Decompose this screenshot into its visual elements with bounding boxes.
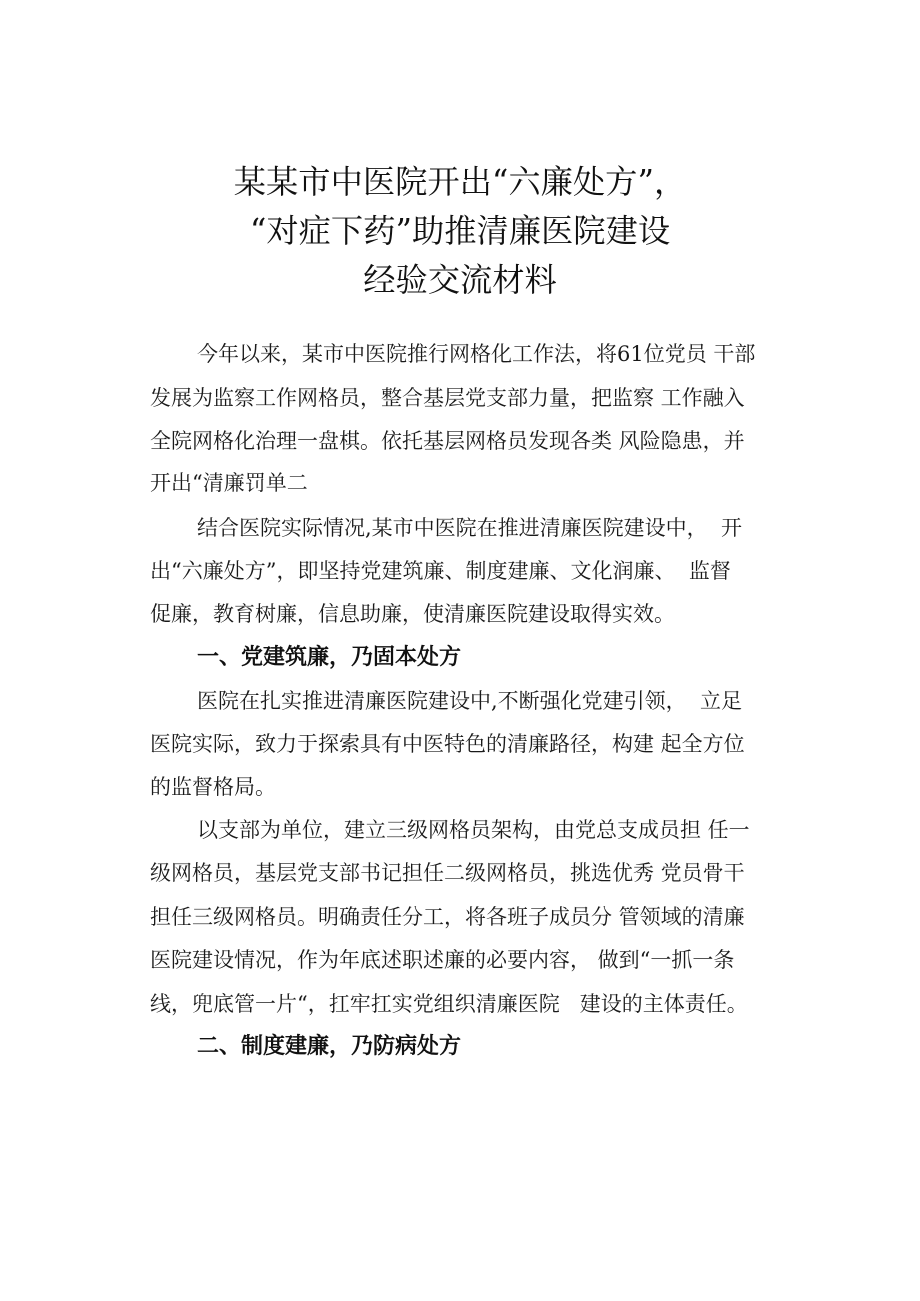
paragraph-4-line-3: 担任三级网格员。明确责任分工，将各班子成员分 管领域的清廉 — [150, 905, 745, 929]
paragraph-1-line-4: 开出“清廉罚单二 — [150, 471, 308, 495]
paragraph-2-line-1: 结合医院实际情况,某市中医院在推进清廉医院建设中， 开 — [197, 516, 743, 540]
title-line-2: “对症下药”助推清廉医院建设 — [249, 212, 671, 250]
paragraph-3-line-3: 的监督格局。 — [150, 775, 276, 799]
paragraph-4-line-2: 级网格员，基层党支部书记担任二级网格员，挑选优秀 党员骨干 — [150, 861, 745, 885]
title-line-1: 某某市中医院开出“六廉处方”， — [233, 163, 687, 201]
paragraph-1-line-1: 今年以来，某市中医院推行网格化工作法，将61位党员 干部 — [197, 342, 756, 366]
document-title — [0, 158, 920, 305]
section-heading-1: 一、党建筑廉，乃固本处方 — [197, 645, 462, 670]
paragraph-3-line-2: 医院实际，致力于探索具有中医特色的清廉路径，构建 起全方位 — [150, 732, 745, 756]
paragraph-4-line-5: 线，兜底管一片“，扛牢扛实党组织清廉医院 建设的主体责任。 — [150, 992, 748, 1016]
paragraph-1-line-3: 全院网格化治理一盘棋。依托基层网格员发现各类 风险隐患，并 — [150, 429, 745, 453]
title-line-3: 经验交流材料 — [363, 261, 557, 299]
paragraph-3-line-1: 医院在扎实推进清廉医院建设中,不断强化党建引领， 立足 — [197, 689, 743, 713]
paragraph-2-line-3: 促廉，教育树廉，信息助廉，使清廉医院建设取得实效。 — [150, 602, 675, 626]
paragraph-4-line-1: 以支部为单位，建立三级网格员架构，由党总支成员担 任一 — [197, 818, 750, 842]
section-heading-2: 二、制度建廉，乃防病处方 — [197, 1034, 462, 1059]
paragraph-1-line-2: 发展为监察工作网格员，整合基层党支部力量，把监察 工作融入 — [150, 386, 745, 410]
paragraph-2-line-2: 出“六廉处方”，即坚持党建筑廉、制度建廉、文化润廉、 监督 — [150, 559, 731, 583]
paragraph-4-line-4: 医院建设情况，作为年底述职述廉的必要内容， 做到“一抓一条 — [150, 948, 735, 972]
